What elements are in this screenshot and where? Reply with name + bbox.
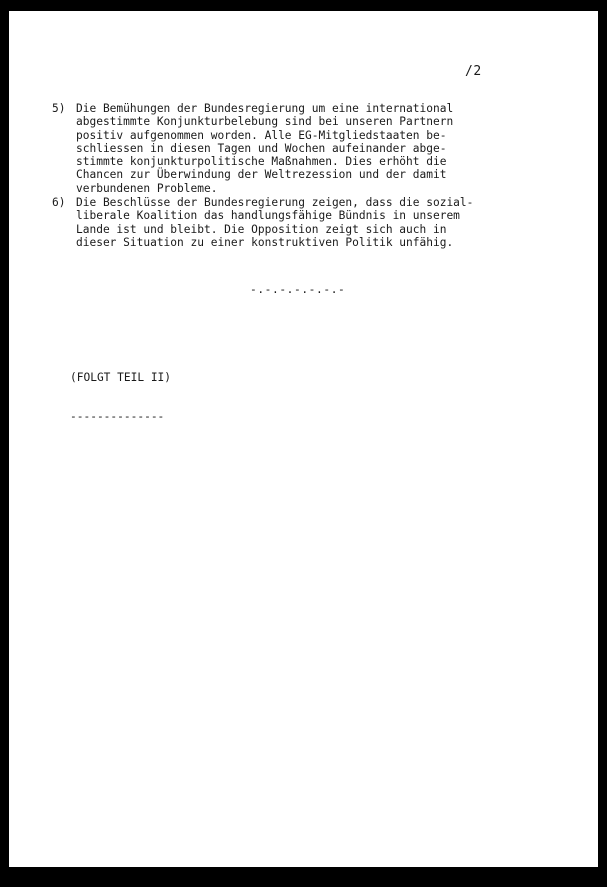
section-separator: -.-.-.-.-.-.-: [250, 283, 346, 296]
scan-frame-bottom: [0, 867, 607, 887]
paragraph-line: positiv aufgenommen worden. Alle EG-Mitgliedstaaten be-: [76, 128, 447, 142]
scan-frame-top: [0, 0, 607, 11]
scan-frame-left: [0, 0, 9, 887]
scan-frame-right: [598, 0, 607, 887]
paragraph-line: verbundenen Probleme.: [76, 181, 218, 195]
paragraph-line: abgestimmte Konjunkturbelebung sind bei unseren Partnern: [76, 115, 454, 129]
paragraph-line: Die Beschlüsse der Bundesregierung zeigen, dass die sozial-: [76, 196, 474, 209]
continuation-underline: --------------: [70, 410, 165, 423]
paragraph-line: Die Bemühungen der Bundesregierung um eine international: [76, 102, 454, 115]
paragraph-line: stimmte konjunkturpolitische Maßnahmen. Dies erhöht die: [76, 155, 447, 169]
paragraph-line: Lande ist und bleibt. Die Opposition zeigt sich auch in: [76, 222, 447, 236]
item-number: 5): [52, 102, 66, 115]
continuation-note: [70, 345, 171, 436]
item-number: 6): [52, 196, 66, 209]
paragraph-line: schliessen in diesen Tagen und Wochen aufeinander abge-: [76, 141, 447, 155]
page-number: /2: [465, 64, 482, 79]
continuation-text: (FOLGT TEIL II): [70, 371, 172, 384]
paragraph-item-6: [52, 196, 512, 249]
paragraph-line: Chancen zur Überwindung der Weltrezession und der damit: [76, 168, 447, 182]
paragraph-line: liberale Koalition das handlungsfähige Bündnis in unserem: [76, 209, 460, 223]
paragraph-line: dieser Situation zu einer konstruktiven Politik unfähig.: [76, 235, 454, 249]
paragraph-item-5: [52, 102, 512, 195]
